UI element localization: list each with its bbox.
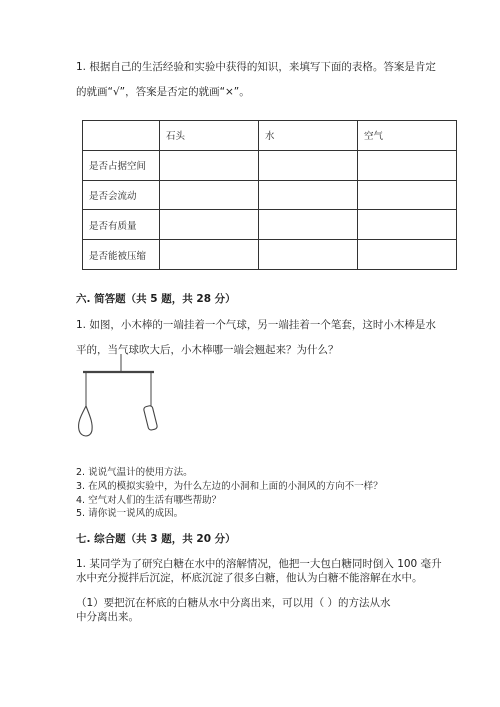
answer-cell[interactable] [160, 180, 259, 210]
section6-question2: 2. 说说气温计的使用方法。 [76, 467, 193, 478]
answer-cell[interactable] [358, 150, 457, 180]
pen-cap-icon [143, 372, 158, 431]
section6-question1-line1: 1. 如图，小木棒的一端挂着一个气球，另一端挂着一个笔套，这时小木棒是水 [76, 319, 436, 331]
answer-cell[interactable] [160, 240, 259, 270]
table-header-cell: 石头 [160, 121, 259, 151]
section7-question1-line2: 水中充分搅拌后沉淀，杯底沉淀了很多白糖，他认为白糖不能溶解在水中。 [76, 572, 423, 584]
table-header-row [83, 121, 457, 151]
question-table-text-line2: 的就画“√”，答案是否定的就画“×”。 [76, 86, 250, 98]
answer-cell[interactable] [160, 150, 259, 180]
row-label: 是否占据空间 [83, 150, 160, 180]
properties-table [82, 120, 457, 270]
section7-title: 七. 综合题（共 3 题，共 20 分） [76, 533, 236, 545]
question-table-text-line1: 1. 根据自己的生活经验和实验中获得的知识，来填写下面的表格。答案是肯定 [76, 61, 436, 73]
answer-cell[interactable] [259, 150, 358, 180]
answer-cell[interactable] [358, 180, 457, 210]
table-row [83, 210, 457, 240]
balloon-icon [79, 372, 93, 436]
section7-question1-line1: 1. 某同学为了研究白糖在水中的溶解情况，他把一大包白糖同时倒入 100 毫升 [76, 558, 442, 570]
table-header-cell: 空气 [358, 121, 457, 151]
table-row [83, 180, 457, 210]
section6-question5: 5. 请你说一说风的成因。 [76, 508, 184, 519]
section6-title: 六. 简答题（共 5 题，共 28 分） [76, 293, 236, 305]
table-row [83, 240, 457, 270]
balance-stick-figure [74, 352, 164, 440]
section6-question1-line2: 平的，当气球吹大后，小木棒哪一端会翘起来？为什么？ [76, 344, 339, 356]
answer-cell[interactable] [160, 210, 259, 240]
table-header-cell: 水 [259, 121, 358, 151]
table-header-cell [83, 121, 160, 151]
section7-subquestion1-line1: （1）要把沉在杯底的白糖从水中分离出来，可以用（ ）的方法从水 [76, 597, 391, 609]
section7-subquestion1-line2: 中分离出来。 [76, 611, 139, 623]
answer-cell[interactable] [259, 240, 358, 270]
section6-question4: 4. 空气对人们的生活有哪些帮助？ [76, 495, 222, 506]
row-label: 是否能被压缩 [83, 240, 160, 270]
row-label: 是否有质量 [83, 210, 160, 240]
answer-cell[interactable] [259, 210, 358, 240]
answer-cell[interactable] [358, 240, 457, 270]
section6-question3: 3. 在风的模拟实验中，为什么左边的小洞和上面的小洞风的方向不一样？ [76, 481, 383, 492]
row-label: 是否会流动 [83, 180, 160, 210]
answer-cell[interactable] [358, 210, 457, 240]
table-row [83, 150, 457, 180]
answer-cell[interactable] [259, 180, 358, 210]
